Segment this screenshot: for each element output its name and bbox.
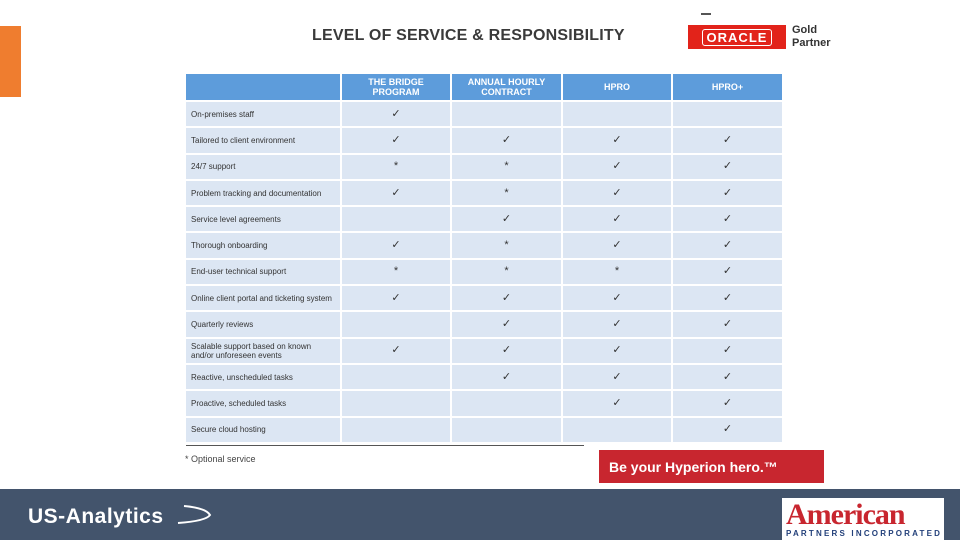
check-icon: ✓ [341, 127, 451, 153]
check-icon: ✓ [562, 232, 672, 258]
check-icon: ✓ [562, 364, 672, 390]
table-row [186, 285, 783, 311]
row-label: Service level agreements [186, 206, 341, 232]
check-icon: ✓ [341, 101, 451, 127]
optional-asterisk: * [451, 259, 562, 285]
oracle-logo [688, 25, 786, 49]
row-label: Quarterly reviews [186, 311, 341, 337]
check-icon: ✓ [562, 390, 672, 416]
header-bridge-program: THE BRIDGE PROGRAM [341, 74, 451, 101]
empty-cell [341, 364, 451, 390]
check-icon: ✓ [451, 285, 562, 311]
check-icon: ✓ [451, 127, 562, 153]
american-partners-logo-name: American [786, 498, 905, 531]
row-label: Scalable support based on known and/or unforeseen events [186, 338, 341, 364]
empty-cell [341, 417, 451, 443]
check-icon: ✓ [672, 338, 783, 364]
optional-asterisk: * [341, 154, 451, 180]
row-label: Tailored to client environment [186, 127, 341, 153]
american-partners-logo [782, 498, 944, 540]
table-row [186, 259, 783, 285]
check-icon: ✓ [672, 364, 783, 390]
empty-cell [672, 101, 783, 127]
table-row [186, 232, 783, 258]
row-label: Proactive, scheduled tasks [186, 390, 341, 416]
empty-cell [451, 101, 562, 127]
check-icon: ✓ [562, 154, 672, 180]
american-partners-logo-sub: PARTNERS INCORPORATED [786, 529, 943, 538]
service-table-container [186, 74, 783, 446]
check-icon: ✓ [451, 311, 562, 337]
check-icon: ✓ [672, 180, 783, 206]
header-hpro: HPRO [562, 74, 672, 101]
optional-asterisk: * [451, 154, 562, 180]
check-icon: ✓ [672, 285, 783, 311]
table-row [186, 338, 783, 364]
table-row [186, 206, 783, 232]
row-label: Reactive, unscheduled tasks [186, 364, 341, 390]
check-icon: ✓ [451, 338, 562, 364]
table-row [186, 417, 783, 443]
oracle-logo-text: ORACLE [702, 29, 773, 46]
check-icon: ✓ [341, 180, 451, 206]
row-label: Thorough onboarding [186, 232, 341, 258]
table-row [186, 311, 783, 337]
header-hpro-plus: HPRO+ [672, 74, 783, 101]
empty-cell [341, 206, 451, 232]
gold-partner-label: Gold Partner [792, 24, 831, 49]
table-divider [186, 445, 584, 446]
header-corner [186, 74, 341, 101]
table-row [186, 101, 783, 127]
check-icon: ✓ [451, 364, 562, 390]
footer-bar [0, 489, 960, 540]
check-icon: ✓ [672, 311, 783, 337]
check-icon: ✓ [341, 338, 451, 364]
empty-cell [562, 101, 672, 127]
optional-asterisk: * [451, 232, 562, 258]
empty-cell [341, 311, 451, 337]
row-label: Secure cloud hosting [186, 417, 341, 443]
check-icon: ✓ [672, 127, 783, 153]
row-label: On-premises staff [186, 101, 341, 127]
check-icon: ✓ [672, 390, 783, 416]
check-icon: ✓ [672, 232, 783, 258]
table-header-row [186, 74, 783, 101]
check-icon: ✓ [672, 417, 783, 443]
check-icon: ✓ [672, 154, 783, 180]
check-icon: ✓ [672, 206, 783, 232]
table-row [186, 390, 783, 416]
table-row [186, 180, 783, 206]
page-title: LEVEL OF SERVICE & RESPONSIBILITY [312, 27, 625, 44]
footnote: * Optional service [185, 454, 256, 464]
optional-asterisk: * [341, 259, 451, 285]
empty-cell [451, 417, 562, 443]
row-label: Online client portal and ticketing system [186, 285, 341, 311]
check-icon: ✓ [672, 259, 783, 285]
row-label: 24/7 support [186, 154, 341, 180]
optional-asterisk: * [451, 180, 562, 206]
swoosh-icon [176, 503, 216, 527]
check-icon: ✓ [451, 206, 562, 232]
table-row [186, 364, 783, 390]
check-icon: ✓ [562, 180, 672, 206]
hero-banner: Be your Hyperion hero.™ [599, 450, 824, 483]
header-annual-hourly-contract: ANNUAL HOURLY CONTRACT [451, 74, 562, 101]
service-table [186, 74, 784, 444]
table-row [186, 127, 783, 153]
table-row [186, 154, 783, 180]
check-icon: ✓ [341, 232, 451, 258]
empty-cell [341, 390, 451, 416]
empty-cell [562, 417, 672, 443]
check-icon: ✓ [562, 285, 672, 311]
check-icon: ✓ [562, 311, 672, 337]
row-label: End-user technical support [186, 259, 341, 285]
check-icon: ✓ [562, 338, 672, 364]
us-analytics-logo: US-Analytics [28, 505, 164, 528]
check-icon: ✓ [341, 285, 451, 311]
check-icon: ✓ [562, 206, 672, 232]
decorative-tick [701, 13, 711, 15]
empty-cell [451, 390, 562, 416]
check-icon: ✓ [562, 127, 672, 153]
optional-asterisk: * [562, 259, 672, 285]
row-label: Problem tracking and documentation [186, 180, 341, 206]
accent-bar [0, 26, 21, 97]
